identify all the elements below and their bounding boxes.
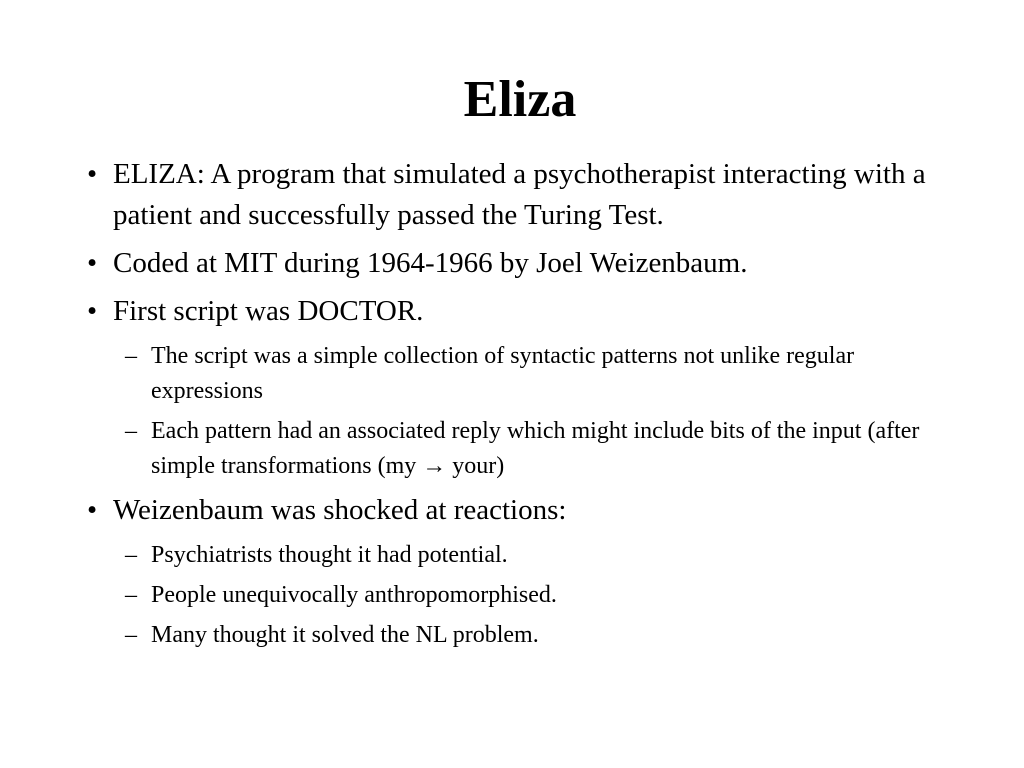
sub-bullet-item <box>125 339 957 409</box>
sub-bullet-text: Each pattern had an associated reply which might include bits of the input (after simple transformations (my → your) <box>151 418 920 479</box>
bullet-text: Coded at MIT during 1964-1966 by Joel Weizenbaum. <box>113 247 748 279</box>
sub-bullet-text: The script was a simple collection of syntactic patterns not unlike regular expressions <box>151 343 855 404</box>
bullet-marker: • <box>87 295 98 327</box>
dash-marker: – <box>125 582 137 608</box>
bullet-marker: • <box>87 247 98 279</box>
bullet-marker: • <box>87 494 98 526</box>
slide-title: Eliza <box>463 71 577 128</box>
sub-bullet-text: Many thought it solved the NL problem. <box>151 622 539 648</box>
dash-marker: – <box>125 542 137 568</box>
bullet-text: ELIZA: A program that simulated a psychotherapist interacting with a patient and successfully passed the Turing Test. <box>113 158 926 231</box>
bullet-item <box>87 243 957 284</box>
bullet-item <box>87 291 957 332</box>
sub-bullet-item <box>125 414 957 484</box>
dash-marker: – <box>125 622 137 648</box>
sub-bullet-text: Psychiatrists thought it had potential. <box>151 542 508 568</box>
bullet-item <box>87 154 957 236</box>
sub-bullet-item <box>125 618 957 653</box>
sub-bullet-item <box>125 578 957 613</box>
sub-bullet-text: People unequivocally anthropomorphised. <box>151 582 557 608</box>
bullet-text: First script was DOCTOR. <box>113 295 424 327</box>
bullet-list <box>87 154 957 658</box>
bullet-marker: • <box>87 158 98 190</box>
dash-marker: – <box>125 343 137 369</box>
bullet-item <box>87 490 957 531</box>
dash-marker: – <box>125 418 137 444</box>
bullet-text: Weizenbaum was shocked at reactions: <box>113 494 567 526</box>
sub-bullet-item <box>125 538 957 573</box>
